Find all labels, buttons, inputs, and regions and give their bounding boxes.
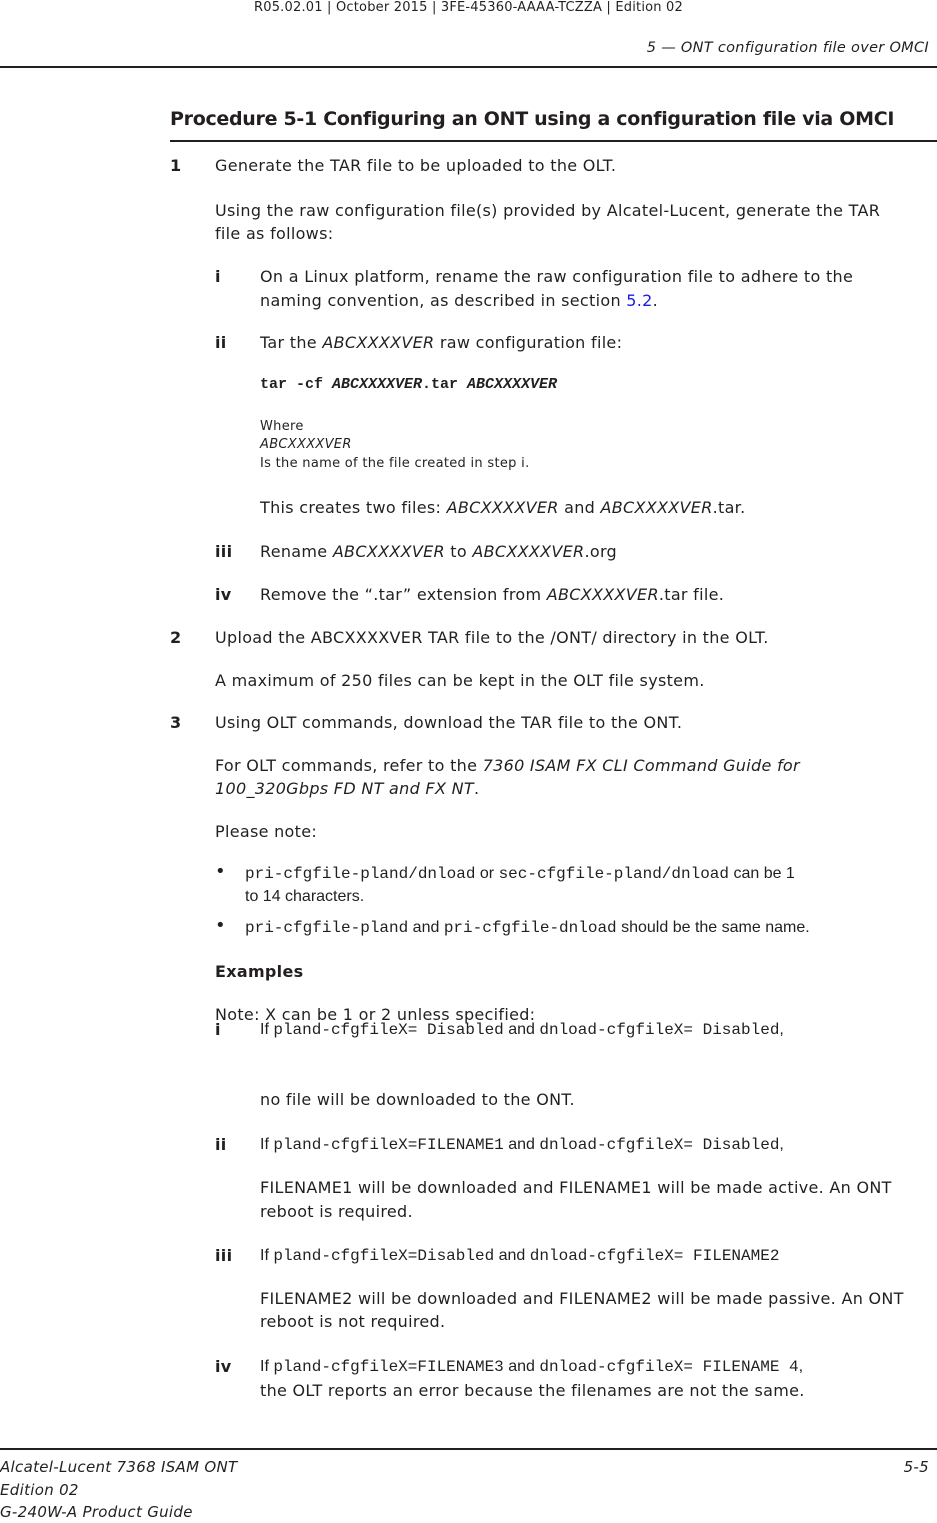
parameter-value: pland-cfgfileX=FILENAME1	[273, 1136, 504, 1154]
examples-note: Note: X can be 1 or 2 unless specified:	[215, 1005, 536, 1024]
example-text: If	[260, 1136, 274, 1153]
step-number: 1	[170, 156, 182, 175]
example-text: ,	[798, 1358, 804, 1375]
parameter-name: pri-cfgfile-pland	[245, 919, 409, 937]
reference-text: For OLT commands, refer to the	[215, 756, 483, 775]
footer-rule	[0, 1448, 937, 1450]
example-text: and	[503, 1021, 540, 1038]
reference-line	[215, 754, 800, 778]
parameter-value: pland-cfgfileX= Disabled	[273, 1021, 504, 1039]
example-text: and	[503, 1136, 540, 1153]
punctuation: .	[473, 779, 480, 798]
bullet-text: can be 1	[729, 865, 795, 882]
parameter-name: pri-cfgfile-pland/dnload	[245, 865, 476, 883]
bullet-line	[245, 916, 810, 940]
substep-text-line	[260, 583, 724, 607]
parameter-name: sec-cfgfile-pland/dnload	[498, 865, 729, 883]
example-text: If	[260, 1247, 274, 1264]
step-text: Using OLT commands, download the TAR file to the ONT.	[215, 713, 683, 732]
tar-command	[260, 376, 557, 393]
example-text: ,	[779, 1136, 784, 1153]
filename-emphasis: ABCXXXXVER	[322, 333, 435, 352]
page-number: 5-5	[903, 1458, 929, 1476]
command-keyword: tar -cf	[260, 376, 333, 393]
substep-text: to	[444, 542, 473, 561]
example-condition	[260, 1355, 803, 1379]
step-note: A maximum of 250 files can be kept in the OLT file system.	[215, 671, 705, 690]
filename-emphasis: ABCXXXXVER	[546, 585, 659, 604]
step-text: Upload the ABCXXXXVER TAR file to the /ONT/ directory in the OLT.	[215, 628, 769, 647]
parameter-name: pri-cfgfile-dnload	[443, 919, 617, 937]
substep-text: Tar the	[260, 333, 323, 352]
parameter-value: pland-cfgfileX=FILENAME3	[273, 1358, 504, 1376]
example-result: reboot is required.	[260, 1202, 413, 1221]
examples-heading: Examples	[215, 962, 304, 981]
parameter-value: dnload-cfgfileX= Disabled	[539, 1136, 780, 1154]
filename-emphasis: ABCXXXXVER	[332, 542, 445, 561]
example-text: If	[260, 1358, 274, 1375]
footer-guide: G-240W-A Product Guide	[0, 1503, 193, 1521]
parameter-value: pland-cfgfileX=Disabled	[273, 1247, 495, 1265]
parameter-value: dnload-cfgfileX= FILENAME 4	[539, 1358, 799, 1376]
bullet-text: should be the same name.	[616, 919, 810, 936]
creates-text: and	[558, 498, 601, 517]
example-result: reboot is not required.	[260, 1312, 446, 1331]
filename-emphasis: ABCXXXXVER	[600, 498, 713, 517]
example-result: no file will be downloaded to the ONT.	[260, 1090, 575, 1109]
example-number: i	[215, 1020, 221, 1039]
bullet-icon: •	[215, 861, 226, 882]
creates-text-line	[260, 496, 745, 520]
example-number: iv	[215, 1357, 232, 1376]
creates-text: This creates two files:	[260, 498, 447, 517]
step-text: Generate the TAR file to be uploaded to the OLT.	[215, 156, 617, 175]
punctuation: .	[652, 291, 659, 310]
substep-text: .org	[584, 542, 617, 561]
substep-number: ii	[215, 333, 227, 352]
procedure-title-rule	[170, 140, 937, 142]
bullet-text: to 14 characters.	[245, 888, 365, 905]
example-result: FILENAME2 will be downloaded and FILENAME2 will be made passive. An ONT	[260, 1289, 904, 1308]
substep-text-line	[260, 331, 622, 355]
filename-emphasis: ABCXXXXVER	[472, 542, 585, 561]
example-result: the OLT reports an error because the filenames are not the same.	[260, 1381, 805, 1400]
parameter-value: dnload-cfgfileX= Disabled	[539, 1021, 780, 1039]
example-condition	[260, 1018, 784, 1042]
substep-text-line	[260, 289, 658, 313]
please-note: Please note:	[215, 822, 318, 841]
guide-title: 100_320Gbps FD NT and FX NT	[215, 779, 474, 798]
substep-number: i	[215, 267, 221, 286]
where-term: ABCXXXXVER	[260, 437, 352, 452]
where-label: Where	[260, 419, 304, 434]
running-head: 5 — ONT configuration file over OMCI	[646, 40, 929, 56]
example-text: If	[260, 1021, 274, 1038]
command-argument: ABCXXXXVER	[332, 376, 423, 393]
example-number: ii	[215, 1135, 227, 1154]
step-intro-line: Using the raw configuration file(s) provided by Alcatel-Lucent, generate the TAR	[215, 201, 881, 220]
guide-title: 7360 ISAM FX CLI Command Guide for	[482, 756, 800, 775]
procedure-title: Procedure 5-1 Configuring an ONT using a configuration file via OMCI	[170, 108, 895, 130]
substep-text: Rename	[260, 542, 333, 561]
command-extension: .tar	[422, 376, 468, 393]
footer-product: Alcatel-Lucent 7368 ISAM ONT	[0, 1458, 238, 1476]
substep-text: Remove the “.tar” extension from	[260, 585, 547, 604]
step-intro-line: file as follows:	[215, 224, 334, 243]
example-result: FILENAME1 will be downloaded and FILENAME1 will be made active. An ONT	[260, 1178, 892, 1197]
bullet-icon: •	[215, 915, 226, 936]
substep-text: raw configuration file:	[434, 333, 623, 352]
example-text: ,	[779, 1021, 784, 1038]
substep-text: On a Linux platform, rename the raw configuration file to adhere to the	[260, 267, 854, 286]
bullet-text: and	[408, 919, 444, 936]
filename-emphasis: ABCXXXXVER	[446, 498, 559, 517]
example-text: and	[503, 1358, 540, 1375]
substep-number: iii	[215, 542, 233, 561]
where-description: Is the name of the file created in step i.	[260, 456, 530, 471]
bullet-text: or	[475, 865, 499, 882]
example-condition	[260, 1244, 779, 1268]
command-argument: ABCXXXXVER	[467, 376, 558, 393]
bullet-line	[245, 862, 795, 886]
substep-text: naming convention, as described in section	[260, 291, 627, 310]
header-rule	[0, 66, 937, 68]
reference-line	[215, 777, 479, 801]
document-id: R05.02.01 | October 2015 | 3FE-45360-AAAA-TCZZA | Edition 02	[254, 0, 683, 15]
step-number: 3	[170, 713, 182, 732]
footer-edition: Edition 02	[0, 1481, 79, 1499]
creates-text: .tar.	[712, 498, 746, 517]
example-number: iii	[215, 1246, 233, 1265]
section-link[interactable]: 5.2	[626, 291, 653, 310]
example-text: and	[494, 1247, 530, 1264]
step-number: 2	[170, 628, 182, 647]
substep-text-line	[260, 540, 617, 564]
substep-text: .tar file.	[658, 585, 725, 604]
parameter-value: dnload-cfgfileX= FILENAME2	[529, 1247, 780, 1265]
example-condition	[260, 1133, 784, 1157]
substep-number: iv	[215, 585, 232, 604]
